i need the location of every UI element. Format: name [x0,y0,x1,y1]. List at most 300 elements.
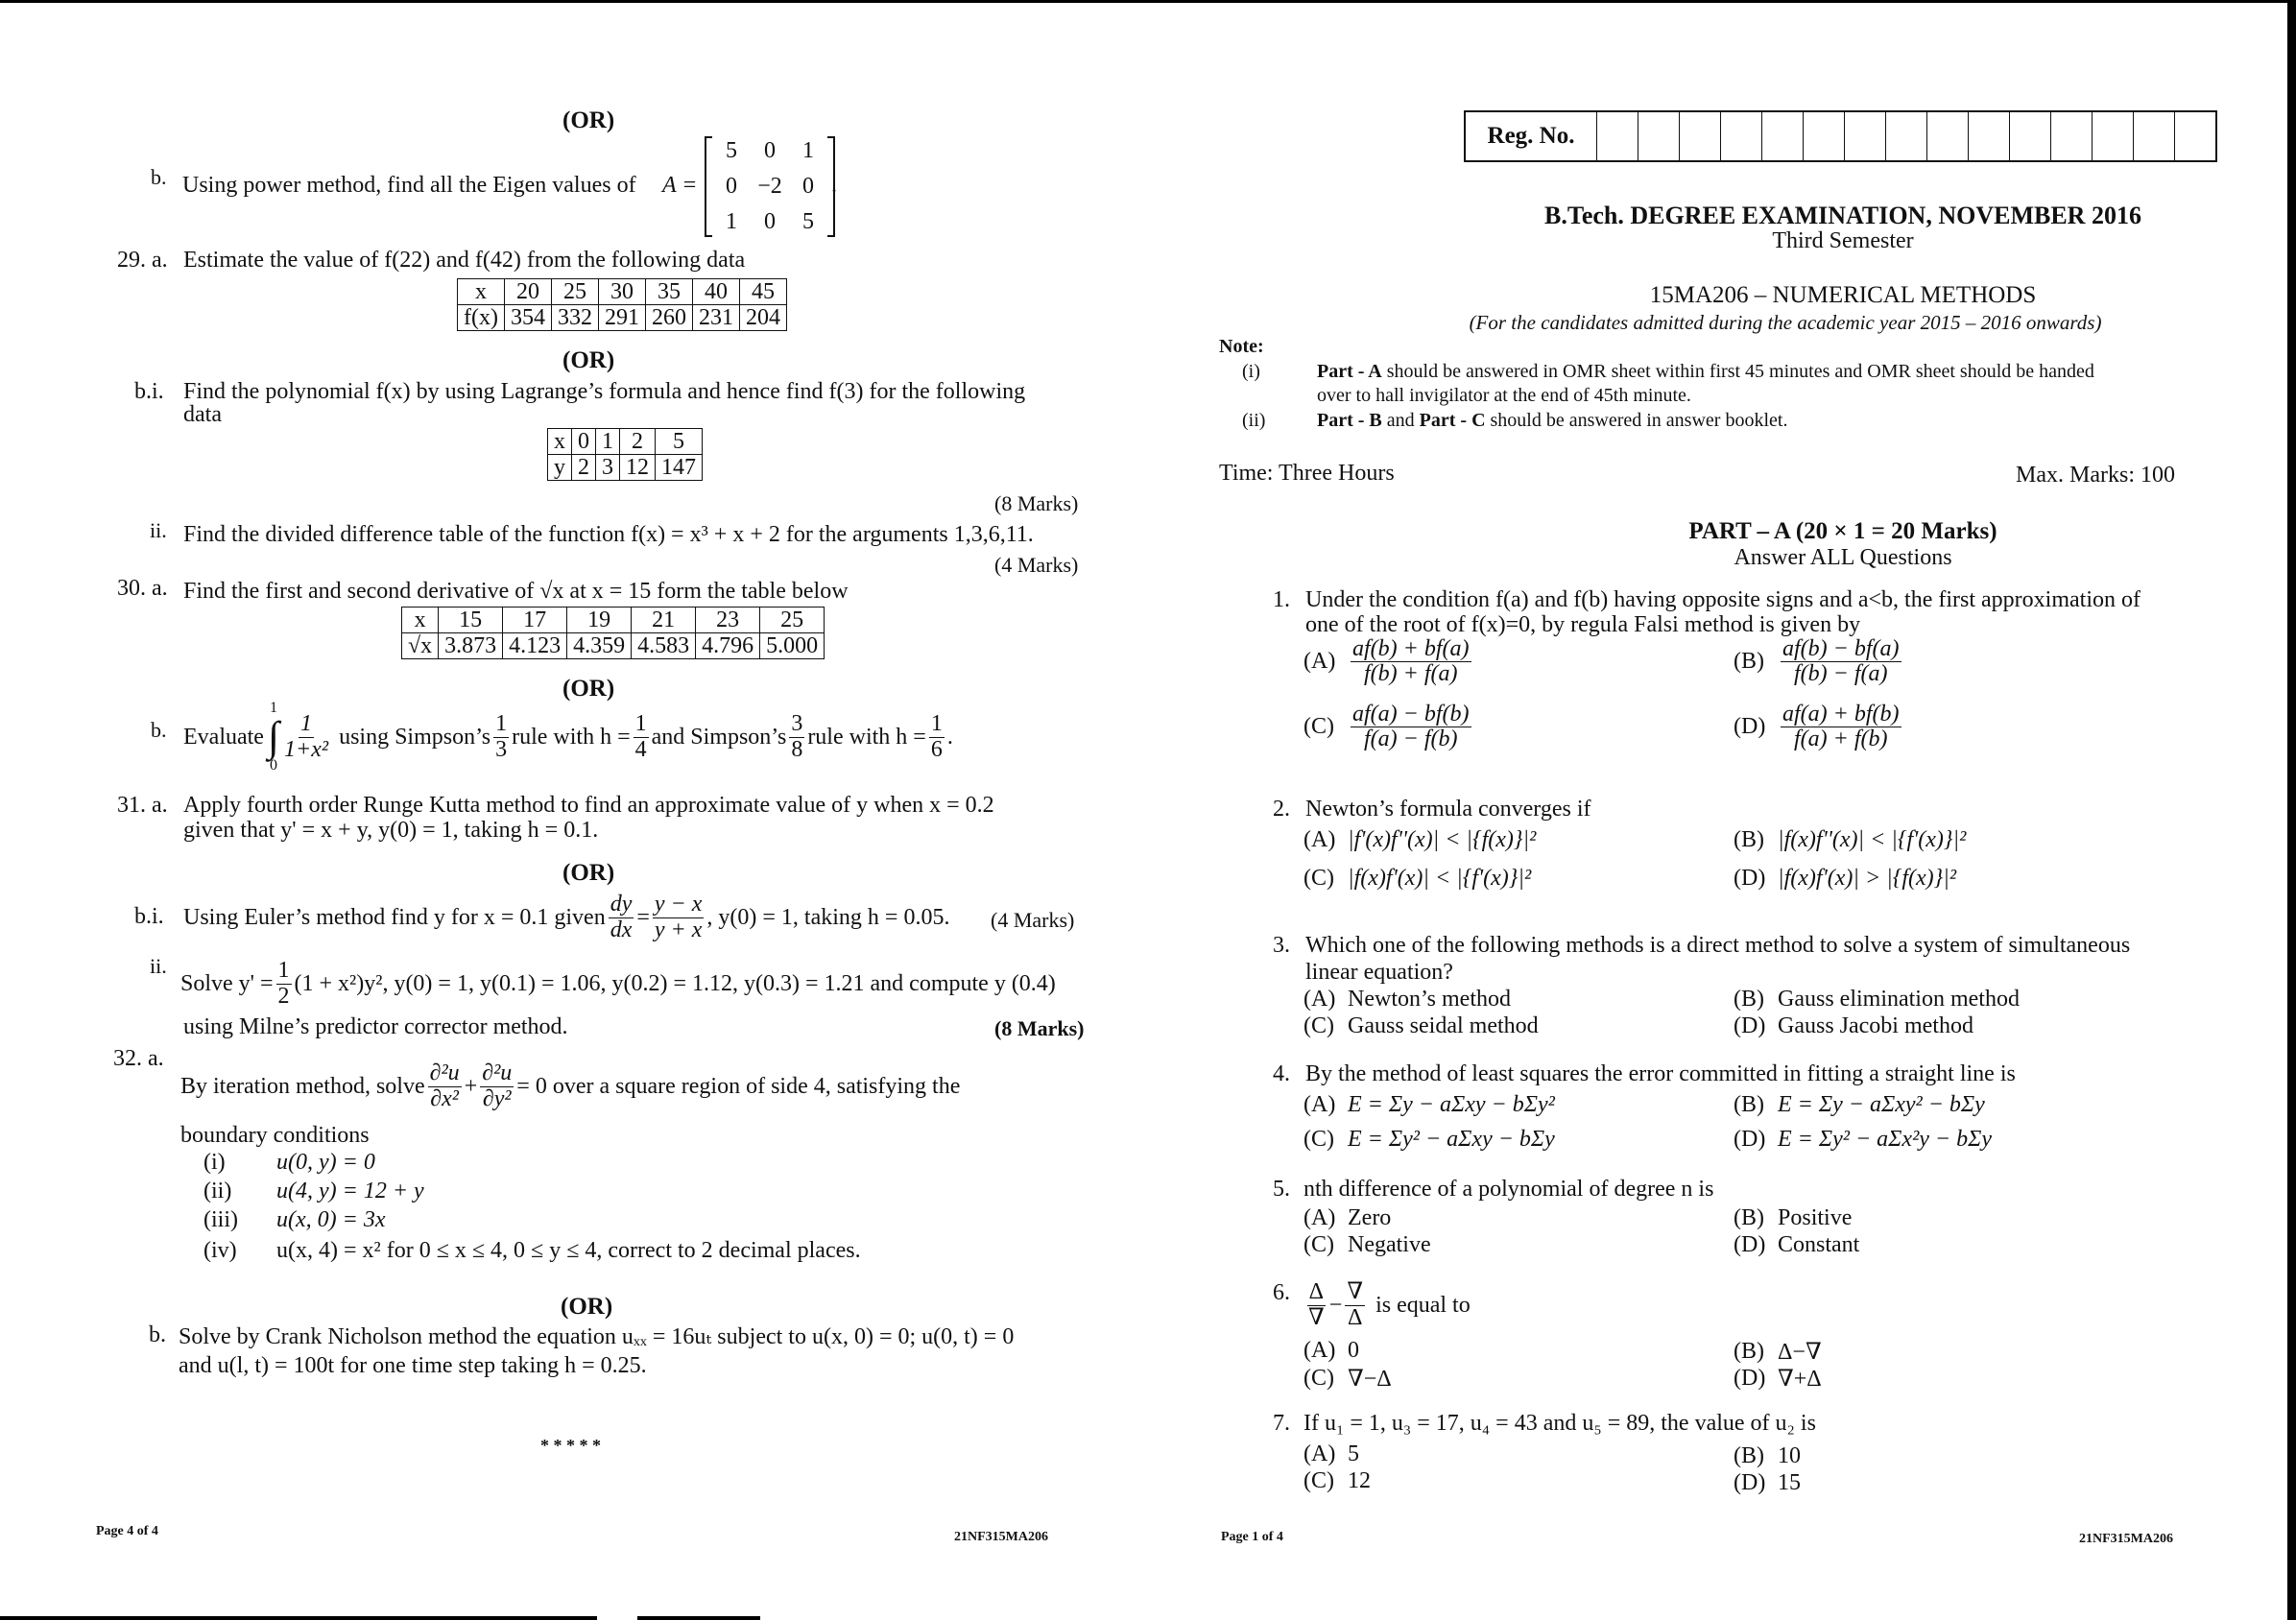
part-a-instruction: Answer ALL Questions [1734,545,1952,570]
question-label: b.i. [134,379,164,404]
matrix-cell: 1 [802,138,814,163]
footer-paper-code: 21NF315MA206 [2079,1532,2173,1546]
or-separator: (OR) [562,860,615,886]
option-label: (C) [1303,1468,1334,1493]
question-text: If u₁ = 1, u₃ = 17, u₄ = 43 and u₅ = 89, the value of u₂ is [1303,1411,1816,1436]
option-B[interactable] [1734,987,2020,1012]
question-number: 4. [1273,1061,1290,1086]
fraction-denominator: ∇ [1308,1304,1325,1330]
table-cell: 21 [632,608,696,633]
option-text: E = Σy − aΣxy − bΣy² [1348,1092,1555,1117]
question-text-milne [180,954,1056,1013]
text-fragment: Using Euler’s method find y for x = 0.1 given [183,904,606,930]
reg-no-cell[interactable] [1804,112,1845,160]
option-C[interactable] [1303,1365,1392,1393]
note-item-text [1317,361,2094,383]
option-label: (A) [1303,1205,1336,1230]
question-text: Find the first and second derivative of √x at x = 15 form the table below [183,579,849,604]
condition-expr: u(4, y) = 12 + y [276,1179,424,1203]
data-table-fx [457,278,787,331]
table-cell: 4.796 [696,633,760,659]
footer-paper-code: 21NF315MA206 [954,1530,1048,1544]
table-row [548,429,703,455]
question-number: 2. [1273,797,1290,822]
option-label: (B) [1734,1205,1764,1230]
table-cell: 4.359 [567,633,632,659]
option-text: Δ−∇ [1778,1340,1822,1365]
scan-border-bottom-segment [637,1616,760,1620]
option-label: (B) [1734,1339,1764,1364]
text-fragment: using Simpson’s [339,724,491,750]
option-D[interactable] [1734,1365,1822,1393]
fraction-numerator: af(a) + bf(b) [1782,702,1900,727]
marks-label: (8 Marks) [994,491,1079,515]
option-C[interactable] [1303,703,1474,751]
condition-num: (iv) [203,1238,237,1263]
fraction-denominator: f(a) + f(b) [1794,727,1888,752]
fraction [789,712,804,761]
note-text: should be answered in OMR sheet within first 45 minutes and OMR sheet should be handed [1381,361,2094,382]
question-text-cont: linear equation? [1305,960,1453,985]
option-text: Positive [1778,1205,1853,1230]
fraction-numerator: 1 [300,711,313,737]
option-label: (D) [1734,1366,1766,1391]
fraction-numerator: ∇ [1347,1279,1364,1305]
option-B[interactable] [1734,1205,1852,1231]
integral-lower-limit: 0 [269,757,277,774]
option-fraction [1351,703,1471,751]
reg-no-label: Reg. No. [1466,112,1597,160]
reg-no-cell[interactable] [2010,112,2051,160]
or-separator: (OR) [562,347,615,373]
condition-num: (ii) [203,1179,232,1203]
fraction-denominator: 6 [930,736,943,762]
option-A[interactable] [1303,987,1511,1012]
scan-border-bottom [0,1616,597,1620]
option-label: (D) [1734,866,1766,891]
admission-note: (For the candidates admitted during the academic year 2015 – 2016 onwards) [1469,311,2102,334]
option-text: Gauss elimination method [1778,987,2020,1012]
option-B[interactable] [1734,1443,1801,1469]
question-text: nth difference of a polynomial of degree n is [1303,1177,1714,1202]
scan-border-top [0,0,2296,3]
option-label: (D) [1734,1470,1766,1495]
reg-no-cell[interactable] [2175,112,2215,160]
table-cell: 332 [551,305,598,331]
punctuation: . [946,724,953,750]
table-cell: 3.873 [439,633,503,659]
table-cell: 25 [551,279,598,305]
question-text: Using power method, find all the Eigen values of [182,173,636,198]
fraction-denominator: y + x [654,917,703,942]
data-table-sqrt [401,607,825,659]
fraction-numerator: 1 [277,958,290,984]
reg-no-cell[interactable] [1762,112,1804,160]
option-C[interactable] [1303,1013,1539,1039]
option-label: (B) [1734,987,1764,1012]
option-label: (B) [1734,1092,1764,1117]
fraction-numerator: y − x [654,892,703,917]
question-text: Apply fourth order Runge Kutta method to find an approximate value of y when x = 0.2 [183,793,994,818]
or-separator: (OR) [561,1294,613,1320]
marks-label: (8 Marks) [994,1016,1085,1040]
fraction-denominator: 3 [495,736,508,762]
question-label: b.i. [134,904,164,929]
option-label: (A) [1303,649,1336,675]
table-cell: 40 [692,279,739,305]
option-text: E = Σy² − aΣx²y − bΣy [1778,1127,1993,1152]
or-separator: (OR) [562,676,615,702]
option-A[interactable] [1303,637,1474,686]
option-text: |f(x)f'(x)| > |{f(x)}|² [1778,866,1957,891]
question-label: b. [149,1322,166,1347]
text-fragment: (1 + x²)y², y(0) = 1, y(0.1) = 1.06, y(0.2) = 1.12, y(0.3) = 1.21 and compute y (0.4) [294,970,1056,996]
option-B[interactable] [1734,827,1966,853]
question-number: 5. [1273,1177,1290,1202]
table-cell: 147 [656,455,703,481]
reg-no-cell[interactable] [2134,112,2175,160]
course-title: 15MA206 – NUMERICAL METHODS [1649,282,2037,308]
option-A[interactable] [1303,1338,1359,1364]
table-cell: 17 [503,608,567,633]
option-text: E = Σy² − aΣxy − bΣy [1348,1127,1555,1152]
question-label: b. [151,165,167,189]
note-item-text [1317,410,1787,432]
fraction-numerator: 1 [930,711,943,737]
footer-page-number: Page 4 of 4 [96,1524,158,1538]
option-label: (D) [1734,1013,1766,1038]
question-text: Find the polynomial f(x) by using Lagrange’s formula and hence find f(3) for the following [183,379,1026,404]
reg-no-cell[interactable] [1845,112,1886,160]
table-cell: x [402,608,439,633]
fraction [929,712,945,761]
note-item-num: (ii) [1242,410,1266,431]
table-cell: 35 [645,279,692,305]
table-row [458,279,787,305]
table-cell: 0 [572,429,596,455]
integrand-fraction [282,712,330,761]
option-text: Gauss Jacobi method [1778,1013,1973,1038]
question-label: 32. a. [113,1046,164,1071]
option-label: (A) [1303,1092,1336,1117]
text-fragment: and Simpson’s [651,724,787,750]
option-label: (C) [1303,714,1334,740]
text-fragment: is equal to [1375,1292,1471,1318]
option-text: ∇+Δ [1778,1367,1822,1392]
table-cell: 354 [504,305,551,331]
question-text-cont: data [183,402,222,427]
option-text: |f(x)f'(x)| < |{f'(x)}|² [1348,866,1532,891]
option-label: (B) [1734,649,1764,675]
question-text: Solve by Crank Nicholson method the equation uₓₓ = 16uₜ subject to u(x, 0) = 0; u(0, t) = 0 [179,1324,1015,1349]
table-cell: 260 [645,305,692,331]
note-item-num: (i) [1242,361,1260,382]
question-text-integral [183,699,953,775]
question-text: Estimate the value of f(22) and f(42) from the following data [183,248,746,273]
option-text: Zero [1348,1205,1392,1230]
question-text-cont: one of the root of f(x)=0, by regula Falsi method is given by [1305,612,1861,637]
table-cell: 1 [596,429,620,455]
question-text: Which one of the following methods is a direct method to solve a system of simultaneous [1305,933,2131,958]
option-label: (C) [1303,1366,1334,1391]
fraction-denominator: 2 [277,983,290,1009]
reg-no-cell[interactable] [1886,112,1927,160]
table-row [548,455,703,481]
option-label: (D) [1734,1232,1766,1257]
option-D[interactable] [1734,1232,1859,1258]
table-cell: x [458,279,505,305]
note-item-text-cont: over to hall invigilator at the end of 45th minute. [1317,385,1691,406]
option-label: (A) [1303,1441,1336,1466]
text-fragment: Evaluate [183,724,264,750]
option-C[interactable] [1303,1127,1555,1153]
reg-no-cell[interactable] [2051,112,2093,160]
option-label: (B) [1734,827,1764,852]
option-D[interactable] [1734,1470,1801,1496]
question-text: Find the divided difference table of the function f(x) = x³ + x + 2 for the arguments 1,3,6,11. [183,522,1034,547]
table-cell: 23 [696,608,760,633]
option-D[interactable] [1734,866,1956,892]
condition-num: (i) [203,1150,226,1175]
or-separator: (OR) [562,107,615,133]
option-C[interactable] [1303,866,1531,892]
text-fragment: = 0 over a square region of side 4, satisfying the [516,1073,961,1099]
matrix-cell: 0 [764,138,776,163]
option-text: |f(x)f''(x)| < |{f'(x)}|² [1778,827,1967,852]
fraction-denominator: ∂x² [430,1085,460,1111]
marks-label: (4 Marks) [991,908,1075,932]
option-D[interactable] [1734,703,1904,751]
option-A[interactable] [1303,1441,1359,1467]
max-marks-label: Max. Marks: 100 [2016,463,2175,488]
reg-no-cell[interactable] [1927,112,1969,160]
fraction [634,712,649,761]
fraction-numerator: dy [610,892,633,917]
reg-no-cell[interactable] [1721,112,1762,160]
reg-no-cell[interactable] [1638,112,1680,160]
table-cell: 204 [739,305,786,331]
condition-expr: u(x, 0) = 3x [276,1207,386,1232]
option-text: Gauss seidal method [1348,1013,1539,1038]
option-C[interactable] [1303,1468,1371,1494]
option-text: Negative [1348,1232,1431,1257]
table-cell: 4.583 [632,633,696,659]
reg-no-cell[interactable] [2093,112,2134,160]
option-text: Constant [1778,1232,1860,1257]
option-label: (A) [1303,987,1336,1012]
table-cell: 25 [760,608,825,633]
fraction-denominator: 8 [791,736,803,762]
note-heading: Note: [1219,336,1264,357]
operator-fraction [1345,1280,1365,1329]
option-label: (B) [1734,1443,1764,1468]
option-fraction [1351,637,1471,686]
fraction [493,712,509,761]
table-cell: 2 [620,429,656,455]
option-text: 15 [1778,1470,1801,1495]
fraction-denominator: Δ [1347,1304,1363,1330]
text-fragment: rule with h = [512,724,631,750]
option-label: (C) [1303,1127,1334,1152]
reg-no-box [1464,110,2217,162]
text-fragment: Solve y' = [180,970,274,996]
table-cell: 45 [739,279,786,305]
table-cell: 2 [572,455,596,481]
option-B[interactable] [1734,637,1904,686]
fraction-denominator: f(a) − f(b) [1364,727,1458,752]
option-label: (C) [1303,866,1334,891]
note-bold: Part - A [1317,361,1382,382]
fraction-numerator: 1 [634,711,647,737]
option-C[interactable] [1303,1232,1431,1258]
matrix-cell: 0 [802,174,814,199]
table-cell: x [548,429,572,455]
table-cell: 5 [656,429,703,455]
option-fraction [1781,637,1901,686]
option-text: 12 [1348,1468,1371,1493]
option-label: (A) [1303,827,1336,852]
table-cell: 3 [596,455,620,481]
reg-no-cell[interactable] [1597,112,1638,160]
option-B[interactable] [1734,1338,1822,1366]
reg-no-cell[interactable] [1680,112,1721,160]
question-text-laplace: By iteration method, solve $\frac{\text{∂²u}}{\text{∂x²}}$ + $\frac{\text{∂²u}}{\text{∂y²}}$ = 0 over a square region of side 4, satisfying the [180,1060,961,1111]
option-text: 10 [1778,1443,1801,1468]
fraction-numerator: af(a) − bf(b) [1352,702,1470,727]
option-label: (C) [1303,1013,1334,1038]
option-text: 0 [1348,1338,1359,1363]
fraction-denominator: dx [610,917,633,942]
option-label: (A) [1303,1338,1336,1363]
table-cell: 12 [620,455,656,481]
question-number: 1. [1273,587,1290,612]
partial-fraction [480,1061,514,1110]
note-bold: Part - C [1419,410,1486,431]
time-label: Time: Three Hours [1219,461,1395,486]
semester: Third Semester [1772,228,1914,253]
matrix-cell: 0 [764,209,776,234]
note-text: and [1381,410,1420,431]
option-B[interactable] [1734,1092,1985,1118]
note-bold: Part - B [1317,410,1382,431]
matrix-cell: −2 [757,174,782,199]
table-cell: f(x) [458,305,505,331]
table-cell: 15 [439,608,503,633]
option-fraction [1781,703,1901,751]
fraction-numerator: ∂²u [429,1060,460,1086]
matrix-cell: 1 [726,209,737,234]
question-label: 31. a. [117,793,168,818]
option-A[interactable] [1303,1205,1391,1231]
fraction-numerator: 1 [495,711,508,737]
option-text: E = Σy − aΣxy² − bΣy [1778,1092,1985,1117]
question-text-cont: boundary conditions [180,1123,370,1148]
condition-expr: u(x, 4) = x² for 0 ≤ x ≤ 4, 0 ≤ y ≤ 4, correct to 2 decimal places. [276,1238,861,1263]
partial-fraction [428,1061,462,1110]
note-text: should be answered in answer booklet. [1485,410,1788,431]
table-cell: 19 [567,608,632,633]
question-text-cont: given that y' = x + y, y(0) = 1, taking h = 0.1. [183,818,599,843]
table-cell: 291 [598,305,645,331]
fraction-numerator: ∂²u [482,1060,513,1086]
option-A[interactable] [1303,827,1536,853]
question-number: 3. [1273,933,1290,958]
question-text-cont: using Milne’s predictor corrector method. [183,1014,568,1039]
option-text: 5 [1348,1441,1359,1466]
question-label: ii. [150,954,167,978]
matrix-cell: 5 [726,138,737,163]
marks-label: (4 Marks) [994,553,1079,577]
reg-no-cell[interactable] [1969,112,2010,160]
table-row [402,608,825,633]
table-cell: 20 [504,279,551,305]
table-cell: y [548,455,572,481]
text-fragment: rule with h = [807,724,926,750]
matrix-A [705,136,835,237]
rhs-fraction [653,893,705,941]
table-row [402,633,825,659]
question-text-operators: $\frac{\Delta}{\nabla}$ − $\frac{\nabla}{\Delta}$ is equal to [1308,1279,1471,1330]
option-D[interactable] [1734,1013,1973,1039]
table-cell: √x [402,633,439,659]
footer-page-number: Page 1 of 4 [1221,1530,1283,1544]
fraction-denominator: ∂y² [482,1085,512,1111]
operator-fraction [1306,1280,1327,1329]
end-of-paper-marker: * * * * * [540,1436,601,1455]
fraction [276,959,292,1008]
data-table-xy [547,428,703,481]
option-text: |f'(x)f''(x)| < |{f(x)}|² [1348,827,1537,852]
option-D[interactable] [1734,1127,1992,1153]
question-text: Newton’s formula converges if [1305,797,1591,822]
table-cell: 5.000 [760,633,825,659]
table-row [458,305,787,331]
option-A[interactable] [1303,1092,1555,1118]
derivative-fraction [609,893,634,941]
part-a-heading: PART – A (20 × 1 = 20 Marks) [1688,518,1997,544]
fraction-numerator: af(b) + bf(a) [1352,636,1470,661]
fraction-numerator: 3 [791,711,803,737]
question-text: By the method of least squares the error committed in fitting a straight line is [1305,1061,2016,1086]
matrix-label: A = [662,173,698,198]
question-label: b. [151,718,167,742]
option-label: (D) [1734,714,1766,740]
exam-title: B.Tech. DEGREE EXAMINATION, NOVEMBER 2016 [1544,202,2141,229]
scan-border-right [2287,0,2296,1620]
condition-num: (iii) [203,1207,238,1232]
question-text: Under the condition f(a) and f(b) having opposite signs and a<b, the first approximation of [1305,587,2141,612]
question-number: 7. [1273,1411,1290,1436]
option-label: (D) [1734,1127,1766,1152]
fraction-denominator: f(b) − f(a) [1794,661,1888,687]
fraction-numerator: Δ [1308,1279,1325,1305]
punctuation: . [831,173,837,198]
condition-expr: u(0, y) = 0 [276,1150,375,1175]
text-fragment: , y(0) = 1, taking h = 0.05. [706,904,950,930]
matrix-cell: 5 [802,209,814,234]
table-cell: 30 [598,279,645,305]
question-label: 30. a. [117,576,168,601]
integral-sign: 1 ∫ 0 [267,700,280,774]
text-fragment: By iteration method, solve [180,1073,425,1099]
fraction-denominator: 4 [634,736,647,762]
table-cell: 231 [692,305,739,331]
option-text: Newton’s method [1348,987,1511,1012]
integral-upper-limit: 1 [269,700,277,716]
fraction-numerator: af(b) − bf(a) [1782,636,1900,661]
question-label: ii. [150,518,167,542]
fraction-denominator: 1+x² [284,736,329,762]
